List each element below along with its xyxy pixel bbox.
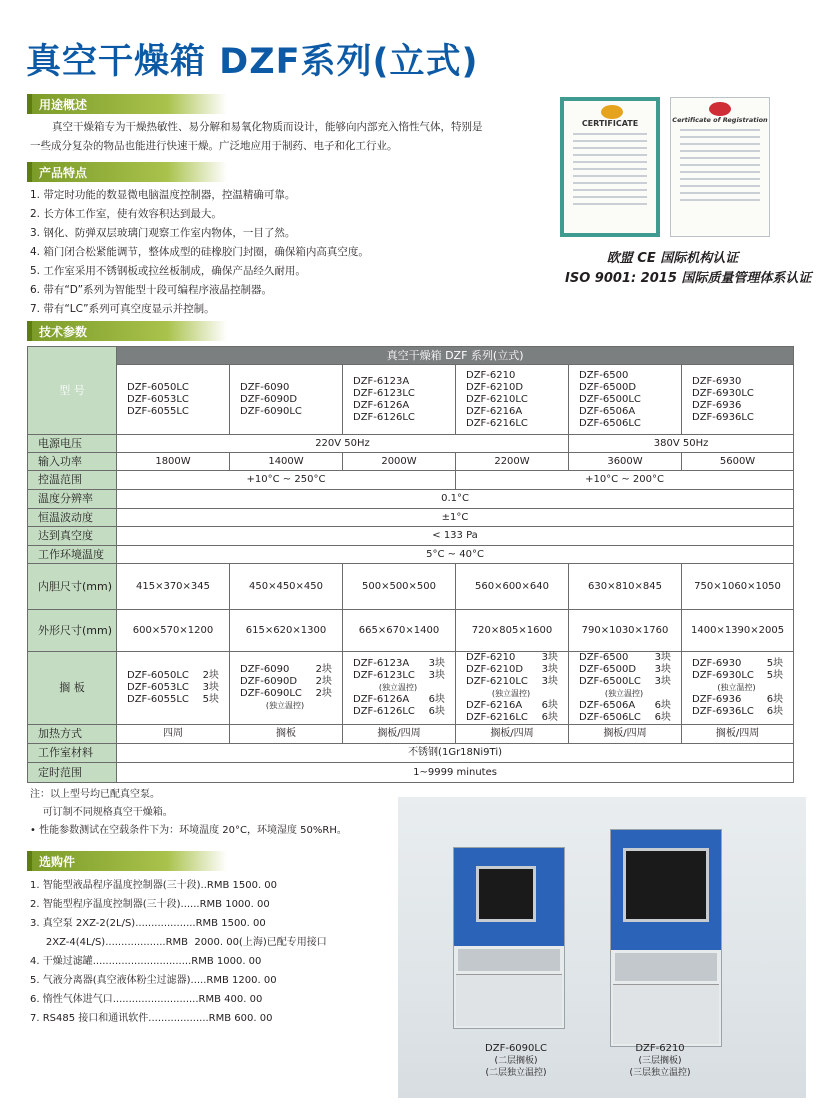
table-row [28, 365, 794, 435]
table-cell: 5°C ~ 40°C [117, 546, 794, 564]
table-cell: 665×670×1400 [343, 610, 456, 652]
shelf-cell: DZF-6930 5块 DZF-6930LC 5块 (独立温控) DZF-6936 6块 DZF-6936LC 6块 [682, 652, 794, 725]
table-row [28, 763, 794, 783]
table-cell: 630×810×845 [569, 564, 682, 610]
table-row [28, 435, 794, 453]
certificate-seal-icon [709, 102, 731, 116]
note-line: 注：以上型号均已配真空泵。 [30, 789, 160, 800]
table-cell: 搁板/四周 [682, 725, 794, 744]
table-cell: ±1°C [117, 509, 794, 527]
iso-certificate-image [670, 97, 770, 237]
table-cell: 450×450×450 [230, 564, 343, 610]
feature-item: 1. 带定时功能的数显微电脑温度控制器，控温精确可靠。 [30, 189, 296, 201]
table-cell: 2200W [456, 453, 569, 471]
table-cell: 750×1060×1050 [682, 564, 794, 610]
ce-certificate-image [560, 97, 660, 237]
section-header-options: 选购件 [27, 851, 227, 871]
table-cell: 720×805×1600 [456, 610, 569, 652]
section-header-params: 技术参数 [27, 321, 227, 341]
row-label: 外形尺寸(mm) [28, 610, 117, 652]
table-cell: 搁板 [230, 725, 343, 744]
option-item: 7. RS485 接口和通讯软件...................RMB 600. 00 [30, 1013, 273, 1024]
table-cell: 600×570×1200 [117, 610, 230, 652]
row-label: 搁 板 [28, 652, 117, 725]
table-cell: 1400W [230, 453, 343, 471]
table-cell: 220V 50Hz [117, 435, 569, 453]
feature-item: 6. 带有“D”系列为智能型十段可编程序液晶控制器。 [30, 284, 273, 296]
certificate-seal-icon [601, 105, 623, 119]
option-item: 2. 智能型程序温度控制器(三十段)......RMB 1000. 00 [30, 899, 270, 910]
table-cell: 5600W [682, 453, 794, 471]
row-label: 恒温波动度 [28, 509, 117, 527]
row-label: 温度分辨率 [28, 490, 117, 509]
table-cell: 500×500×500 [343, 564, 456, 610]
shelf-cell: DZF-6210 3块 DZF-6210D 3块 DZF-6210LC 3块 (独立温控) DZF-6216A 6块 DZF-6216LC 6块 [456, 652, 569, 725]
section-header-features: 产品特点 [27, 162, 227, 182]
row-label: 电源电压 [28, 435, 117, 453]
table-row [28, 564, 794, 610]
row-label: 输入功率 [28, 453, 117, 471]
feature-item: 5. 工作室采用不锈钢板或拉丝板制成，确保产品经久耐用。 [30, 265, 306, 277]
table-cell: 615×620×1300 [230, 610, 343, 652]
model-header: 型 号 [28, 347, 117, 435]
caption-dzf-6210: DZF-6210 (三层搁板) (三层独立温控) [629, 1043, 691, 1078]
spec-table [27, 346, 794, 783]
table-cell: 790×1030×1760 [569, 610, 682, 652]
option-item: 1. 智能型液晶程序温度控制器(三十段)..RMB 1500. 00 [30, 880, 278, 891]
oven-dzf-6210-image [610, 829, 722, 1047]
row-label: 内胆尺寸(mm) [28, 564, 117, 610]
page-title: 真空干燥箱 DZF系列(立式) [26, 42, 479, 82]
table-cell: +10°C ~ 250°C [117, 471, 456, 490]
table-cell: 3600W [569, 453, 682, 471]
row-label: 定时范围 [28, 763, 117, 783]
option-item: 5. 气液分离器(真空液体粉尘过滤器).....RMB 1200. 00 [30, 975, 277, 986]
table-cell: 415×370×345 [117, 564, 230, 610]
row-label: 控温范围 [28, 471, 117, 490]
note-line: 可订制不同规格真空干燥箱。 [30, 807, 173, 818]
row-label: 工作环境温度 [28, 546, 117, 564]
row-label: 工作室材料 [28, 744, 117, 763]
certificate-title: Certificate of Registration [672, 116, 768, 124]
table-cell: 搁板/四周 [343, 725, 456, 744]
section-header-usage: 用途概述 [27, 94, 227, 114]
feature-item: 7. 带有“LC”系列可真空度显示并控制。 [30, 303, 215, 315]
table-cell: < 133 Pa [117, 527, 794, 546]
iso-cert-caption: ISO 9001: 2015 国际质量管理体系认证 [565, 271, 812, 286]
model-cell: DZF-6500 DZF-6500D DZF-6500LC DZF-6506A DZF-6506LC [569, 365, 682, 435]
table-cell: 搁板/四周 [456, 725, 569, 744]
option-item: 6. 惰性气体进气口...........................RMB 400. 00 [30, 994, 263, 1005]
table-row [28, 546, 794, 564]
shelf-cell: DZF-6050LC 2块 DZF-6053LC 3块 DZF-6055LC 5块 [117, 652, 230, 725]
table-row [28, 744, 794, 763]
table-cell: 0.1°C [117, 490, 794, 509]
table-row [28, 509, 794, 527]
shelf-cell: DZF-6500 3块 DZF-6500D 3块 DZF-6500LC 3块 (独立温控) DZF-6506A 6块 DZF-6506LC 6块 [569, 652, 682, 725]
table-row [28, 490, 794, 509]
table-cell: 560×600×640 [456, 564, 569, 610]
feature-item: 3. 钢化、防弹双层玻璃门观察工作室内物体，一目了然。 [30, 227, 296, 239]
table-cell: 2000W [343, 453, 456, 471]
feature-list [30, 187, 500, 320]
options-list [30, 876, 327, 1028]
oven-dzf-6090lc-image [453, 847, 565, 1029]
feature-item: 2. 长方体工作室，使有效容积达到最大。 [30, 208, 222, 220]
usage-paragraph: 真空干燥箱专为干燥热敏性、易分解和易氧化物质而设计，能够向内部充入惰性气体，特别是 一些成分复杂的物品也能进行快速干燥。广泛地应用于制药、电子和化工行业。 [30, 121, 483, 152]
model-cell: DZF-6050LC DZF-6053LC DZF-6055LC [117, 365, 230, 435]
table-row [28, 453, 794, 471]
row-label: 加热方式 [28, 725, 117, 744]
table-cell: +10°C ~ 200°C [456, 471, 794, 490]
table-row [28, 610, 794, 652]
table-cell: 搁板/四周 [569, 725, 682, 744]
note-line: • 性能参数测试在空载条件下为：环境温度 20°C，环境湿度 50%RH。 [30, 825, 347, 836]
model-cell: DZF-6930 DZF-6930LC DZF-6936 DZF-6936LC [682, 365, 794, 435]
shelf-cell: DZF-6123A 3块 DZF-6123LC 3块 (独立温控) DZF-6126A 6块 DZF-6126LC 6块 [343, 652, 456, 725]
notes [30, 786, 347, 840]
model-cell: DZF-6090 DZF-6090D DZF-6090LC [230, 365, 343, 435]
table-cell: 1800W [117, 453, 230, 471]
certificate-title: CERTIFICATE [581, 119, 639, 128]
table-cell: 380V 50Hz [569, 435, 794, 453]
caption-dzf-6090lc: DZF-6090LC (二层搁板) (二层独立温控) [485, 1043, 547, 1078]
shelf-cell: DZF-6090 2块 DZF-6090D 2块 DZF-6090LC 2块 (独立温控) [230, 652, 343, 725]
ce-cert-caption: 欧盟 CE 国际机构认证 [606, 251, 739, 266]
option-item: 4. 干燥过滤罐...............................RMB 1000. 00 [30, 956, 262, 967]
table-row [28, 725, 794, 744]
option-item: 2XZ-4(4L/S)...................RMB 2000. 00(上海)已配专用接口 [30, 937, 327, 948]
model-cell: DZF-6210 DZF-6210D DZF-6210LC DZF-6216A DZF-6216LC [456, 365, 569, 435]
table-row [28, 471, 794, 490]
model-cell: DZF-6123A DZF-6123LC DZF-6126A DZF-6126LC [343, 365, 456, 435]
table-row [28, 527, 794, 546]
product-photo [398, 797, 806, 1098]
table-banner-row [28, 347, 794, 365]
option-item: 3. 真空泵 2XZ-2(2L/S)...................RMB 1500. 00 [30, 918, 266, 929]
feature-item: 4. 箱门闭合松紧能调节，整体成型的硅橡胶门封圈，确保箱内高真空度。 [30, 246, 369, 258]
row-label: 达到真空度 [28, 527, 117, 546]
table-cell: 四周 [117, 725, 230, 744]
table-cell: 1~9999 minutes [117, 763, 794, 783]
table-cell: 1400×1390×2005 [682, 610, 794, 652]
table-cell: 不锈钢(1Gr18Ni9Ti) [117, 744, 794, 763]
table-row [28, 652, 794, 725]
table-banner: 真空干燥箱 DZF 系列(立式) [117, 347, 794, 365]
